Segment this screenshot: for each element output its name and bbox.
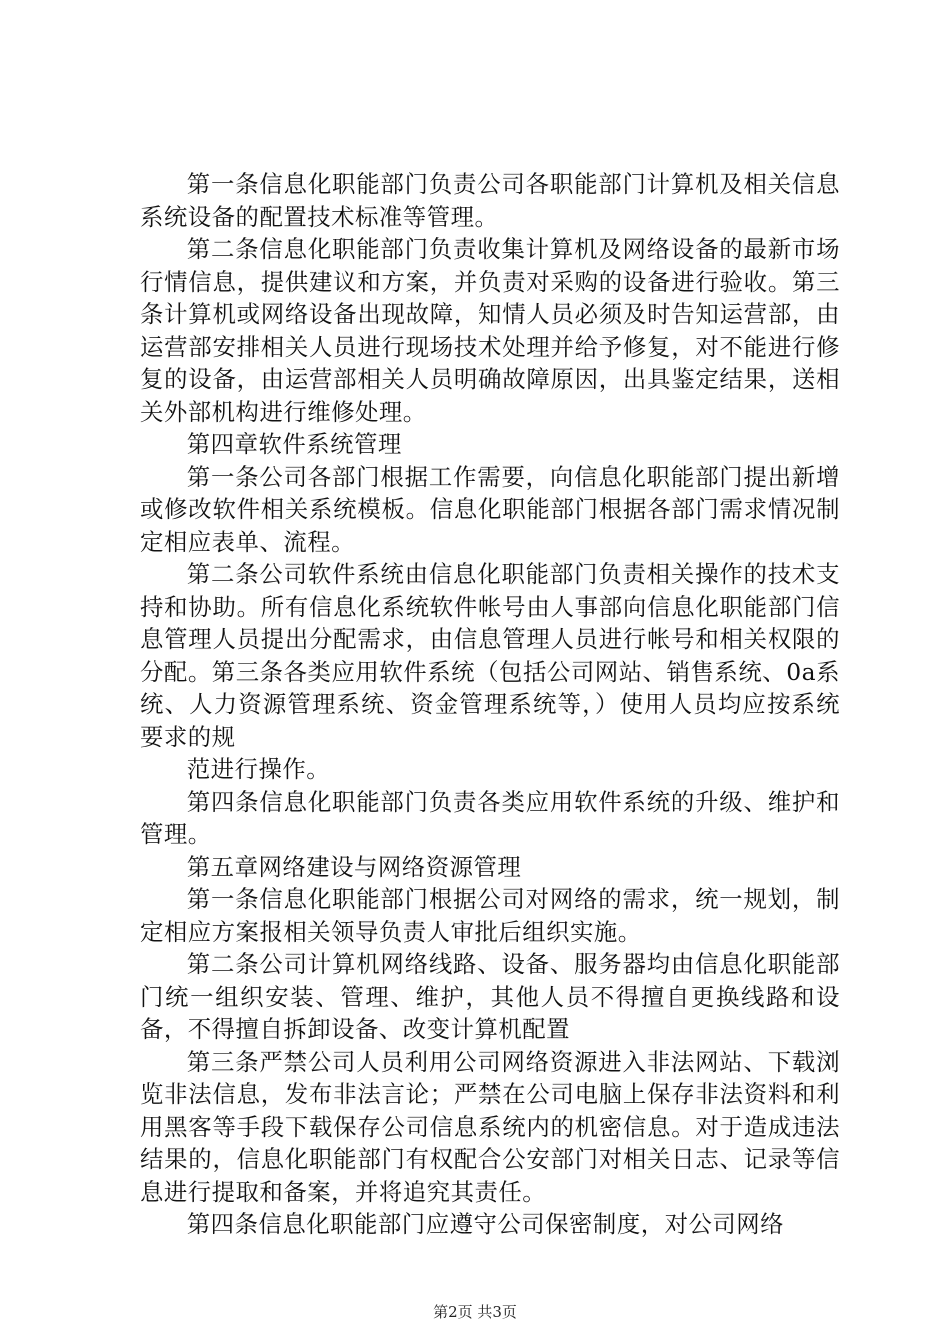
paragraph-article-2-3-software: 第二条公司软件系统由信息化职能部门负责相关操作的技术支持和协助。所有信息化系统软件帐号由人事部向信息化职能部门信息管理人员提出分配需求，由信息管理人员进行帐号和相关权限的分配。第三条各类应用软件系统（包括公司网站、销售系统、0a系统、人力资源管理系统、资金管理系统等，）使用人员均应按系统要求的规: [140, 560, 840, 751]
chapter-4-heading: 第四章软件系统管理: [186, 430, 402, 458]
chapter-5-heading: 第五章网络建设与网络资源管理: [186, 852, 522, 881]
paragraph-article-1-network: 第一条信息化职能部门根据公司对网络的需求，统一规划，制定相应方案报相关领导负责人审批后组织实施。: [140, 885, 840, 946]
paragraph-article-2-3-hardware: 第二条信息化职能部门负责收集计算机及网络设备的最新市场行情信息，提供建议和方案，并负责对采购的设备进行验收。第三条计算机或网络设备出现故障，知情人员必须及时告知运营部，由运营部安排相关人员进行现场技术处理并给予修复，对不能进行修复的设备，由运营部相关人员明确故障原因，出具鉴定结果，送相关外部机构进行维修处理。: [140, 235, 840, 426]
paragraph-article-1-software: 第一条公司各部门根据工作需要，向信息化职能部门提出新增或修改软件相关系统模板。信息化职能部门根据各部门需求情况制定相应表单、流程。: [140, 462, 840, 556]
page-footer: [0, 1302, 950, 1322]
paragraph-article-1-config: 第一条信息化职能部门负责公司各职能部门计算机及相关信息系统设备的配置技术标准等管理。: [140, 170, 840, 231]
paragraph-continuation: 范进行操作。: [186, 755, 331, 783]
paragraph-article-3-network: 第三条严禁公司人员利用公司网络资源进入非法网站、下载浏览非法信息，发布非法言论；严禁在公司电脑上保存非法资料和利用黑客等手段下载保存公司信息系统内的机密信息。对于造成违法结果的，信息化职能部门有权配合公安部门对相关日志、记录等信息进行提取和备案，并将追究其责任。: [140, 1047, 840, 1206]
page-number-label: 第2页 共3页: [433, 1303, 517, 1321]
paragraph-article-2-network: 第二条公司计算机网络线路、设备、服务器均由信息化职能部门统一组织安装、管理、维护，其他人员不得擅自更换线路和设备，不得擅自拆卸设备、改变计算机配置: [140, 950, 840, 1043]
document-body: [140, 168, 840, 1241]
paragraph-article-4-software: 第四条信息化职能部门负责各类应用软件系统的升级、维护和管理。: [140, 787, 840, 848]
paragraph-article-4-network: 第四条信息化职能部门应遵守公司保密制度，对公司网络: [186, 1210, 785, 1238]
